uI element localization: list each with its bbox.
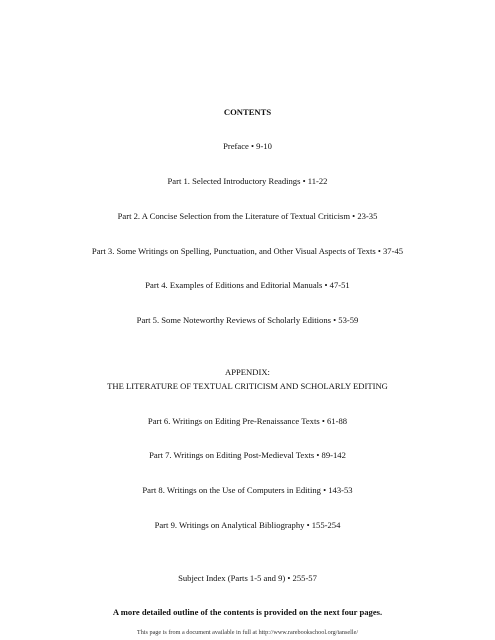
contents-note: A more detailed outline of the contents is provided on the next four pages. — [112, 607, 383, 617]
toc-entry-part-8: Part 8. Writings on the Use of Computers in Editing • 143-53 — [142, 485, 353, 495]
toc-entry-part-2: Part 2. A Concise Selection from the Literature of Textual Criticism • 23-35 — [117, 211, 378, 221]
toc-entry-part-6: Part 6. Writings on Editing Pre-Renaissance Texts • 61-88 — [147, 416, 348, 426]
toc-entry-preface: Preface • 9-10 — [223, 141, 272, 151]
toc-entry-subject-index: Subject Index (Parts 1-5 and 9) • 255-57 — [178, 573, 317, 583]
toc-entry-part-7: Part 7. Writings on Editing Post-Medieval Texts • 89-142 — [149, 450, 346, 460]
contents-heading: CONTENTS — [223, 107, 272, 117]
toc-entry-part-1: Part 1. Selected Introductory Readings • 11-22 — [167, 176, 328, 186]
toc-entry-part-3: Part 3. Some Writings on Spelling, Punctuation, and Other Visual Aspects of Texts • 37-45 — [91, 246, 404, 256]
appendix-label: APPENDIX: — [225, 367, 270, 377]
appendix-title: THE LITERATURE OF TEXTUAL CRITICISM AND SCHOLARLY EDITING — [107, 381, 388, 391]
toc-entry-part-9: Part 9. Writings on Analytical Bibliography • 155-254 — [154, 520, 341, 530]
toc-entry-part-4: Part 4. Examples of Editions and Editorial Manuals • 47-51 — [145, 280, 350, 290]
page-footer: This page is from a document available in full at http://www.rarebookschool.org/tanselle/ — [136, 629, 359, 636]
toc-entry-part-5: Part 5. Some Noteworthy Reviews of Scholarly Editions • 53-59 — [136, 315, 359, 325]
